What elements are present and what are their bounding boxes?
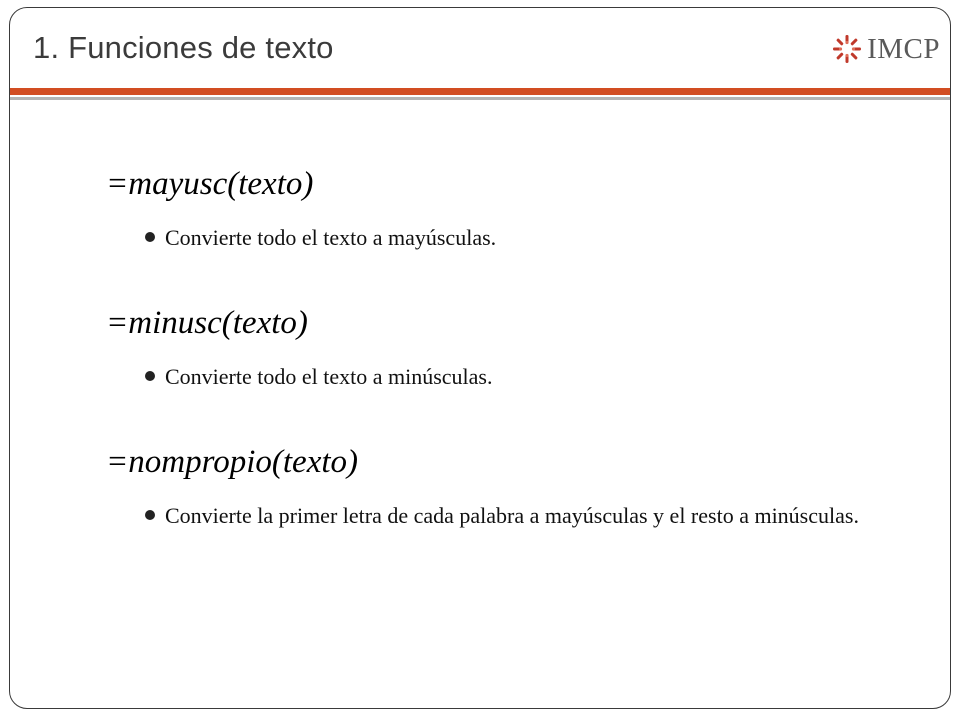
function-description: Convierte todo el texto a mayúsculas. xyxy=(165,225,497,250)
logo-text: IMCP xyxy=(867,32,940,65)
bullet-dot-icon xyxy=(145,371,155,381)
imcp-emblem-icon xyxy=(832,34,862,64)
slide-title: 1. Funciones de texto xyxy=(33,30,334,65)
bullet-point xyxy=(106,360,886,393)
function-name: =mayusc(texto) xyxy=(106,166,314,202)
function-description: Convierte todo el texto a minúsculas. xyxy=(165,364,493,389)
function-name: =nompropio(texto) xyxy=(106,444,358,480)
function-description: Convierte la primer letra de cada palabra a mayúsculas y el resto a minúsculas. xyxy=(165,503,859,528)
slide-content xyxy=(106,163,886,532)
bullet-dot-icon xyxy=(145,510,155,520)
bullet-point xyxy=(106,221,886,254)
function-item xyxy=(106,163,886,254)
function-item xyxy=(106,302,886,393)
bullet-dot-icon xyxy=(145,232,155,242)
slide xyxy=(9,7,951,709)
imcp-logo xyxy=(832,34,940,64)
function-name: =minusc(texto) xyxy=(106,305,308,341)
function-item xyxy=(106,441,886,532)
bullet-point xyxy=(106,499,886,532)
header-rule-gray xyxy=(10,97,950,100)
header-rule-orange xyxy=(10,88,950,95)
